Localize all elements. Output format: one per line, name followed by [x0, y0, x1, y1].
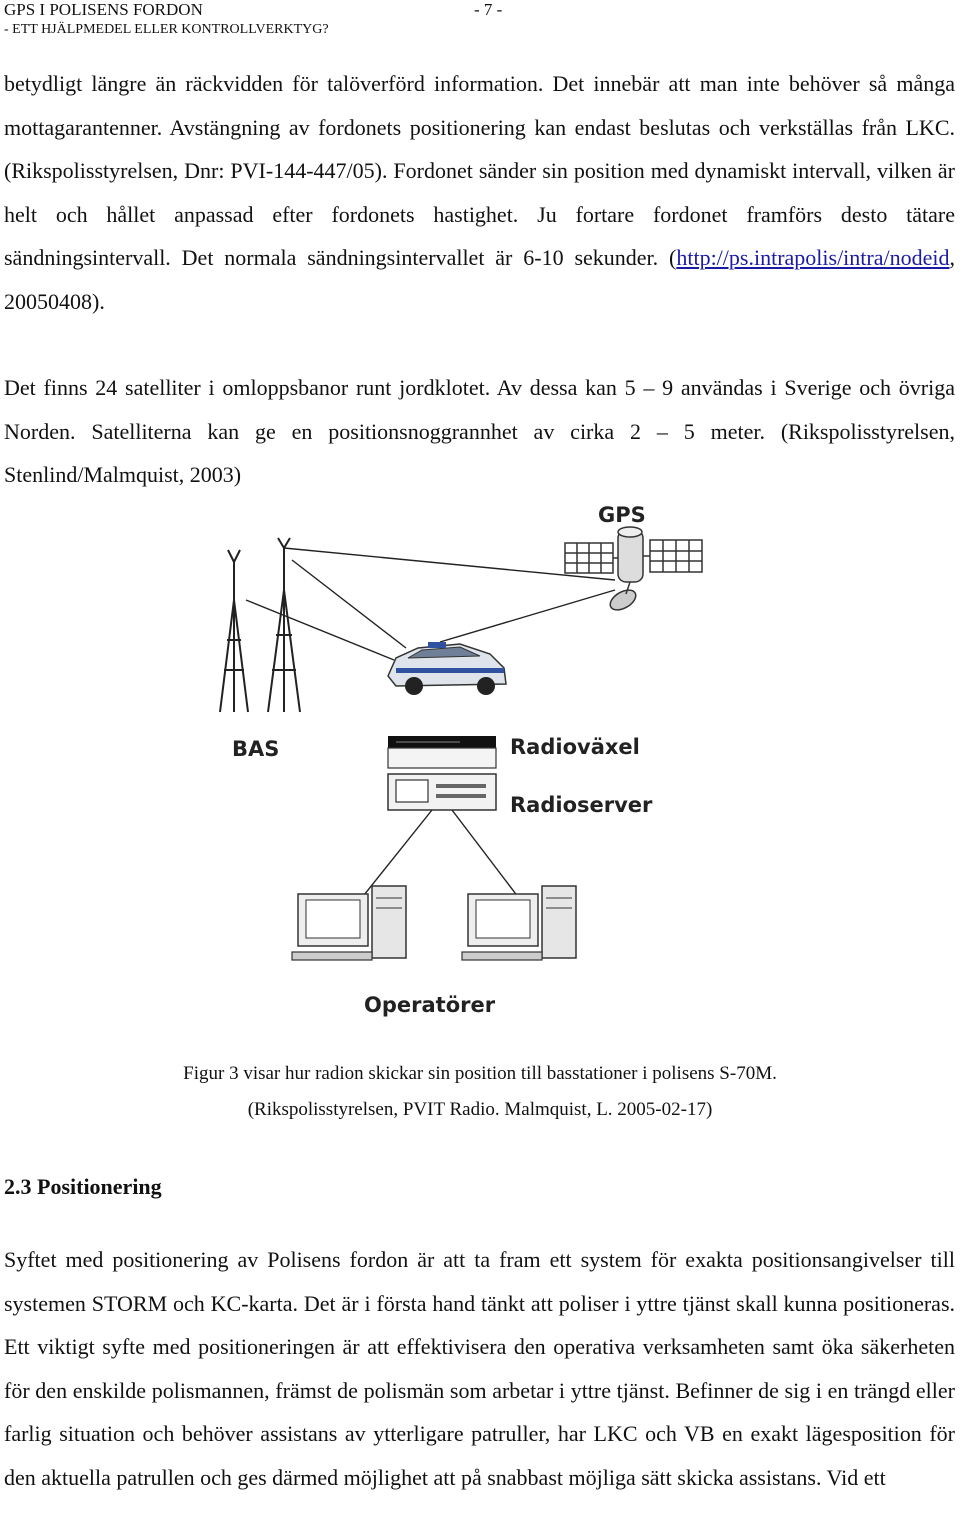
police-car-icon	[388, 642, 506, 695]
paragraph-3: Syftet med positionering av Polisens fordon är att ta fram ett system för exakta positionsangivelser till systemen STORM och KC-karta. Det är i första hand tänkt att poliser i yttre tjänst skall kunna positioneras. Ett viktigt syfte med positioneringen är att effektivisera den operativa verksamheten samt öka säkerheten för den enskilde polismannen, främst de polismän som arbetar i yttre tjänst. Befinner de sig i en trängd eller farlig situation och behöver assistans av ytterligare patruller, har LKC och VB en exakt lägesposition för den aktuella patrullen och ges därmed möjlighet att på snabbast möjliga sätt skicka assistans. Vid ett	[4, 1247, 955, 1490]
label-bas: BAS	[232, 737, 280, 761]
antenna-tower-right-icon	[268, 538, 300, 712]
operator-workstation-right-icon	[462, 886, 576, 960]
radio-switch-icon	[388, 736, 496, 768]
header-subtitle: - ETT HJÄLPMEDEL ELLER KONTROLLVERKTYG?	[4, 22, 329, 37]
page-header	[4, 0, 954, 40]
operator-workstation-left-icon	[292, 886, 406, 960]
paragraph-1	[4, 62, 955, 323]
label-radioserver: Radioserver	[510, 793, 653, 817]
paragraph-1-text: betydligt längre än räckvidden för talöverförd information. Det innebär att man inte behöver så många mottagarantenner. Avstängning av fordonets positionering kan endast beslutas och verkställas från LKC. (Rikspolisstyrelsen, Dnr: PVI-144-447/05). Fordonet sänder sin position med dynamiskt intervall, vilken är helt och hållet anpassad efter fordonets hastighet. Ju fortare fordonet framförs desto tätare sändningsintervall. Det normala sändningsintervallet är 6-10 sekunder. (	[4, 71, 955, 270]
figure-caption	[0, 1056, 960, 1128]
intranet-link[interactable]: http://ps.intrapolis/intra/nodeid	[676, 245, 950, 270]
gps-satellite-icon	[565, 527, 702, 614]
label-operatorer: Operatörer	[364, 993, 496, 1017]
radio-server-icon	[388, 774, 496, 810]
label-gps: GPS	[598, 503, 646, 527]
section-heading: 2.3 Positionering	[4, 1174, 162, 1199]
paragraph-1-tail: , 20050408).	[4, 245, 955, 314]
system-diagram-svg	[160, 490, 820, 1030]
paragraph-2: Det finns 24 satelliter i omloppsbanor runt jordklotet. Av dessa kan 5 – 9 användas i Sverige och övriga Norden. Satelliterna kan ge en positionsnoggrannhet av cirka 2 – 5 meter. (Rikspolisstyrelsen, Stenlind/Malmquist, 2003)	[4, 375, 955, 487]
page-number: - 7 -	[474, 0, 503, 19]
system-diagram	[160, 490, 820, 1030]
header-title: GPS I POLISENS FORDON	[4, 0, 203, 19]
caption-line-1: Figur 3 visar hur radion skickar sin position till basstationer i polisens S-70M.	[183, 1063, 777, 1084]
caption-line-2: (Rikspolisstyrelsen, PVIT Radio. Malmquist, L. 2005-02-17)	[247, 1099, 713, 1120]
label-radiovaxel: Radioväxel	[510, 735, 640, 759]
antenna-tower-left-icon	[220, 550, 248, 712]
